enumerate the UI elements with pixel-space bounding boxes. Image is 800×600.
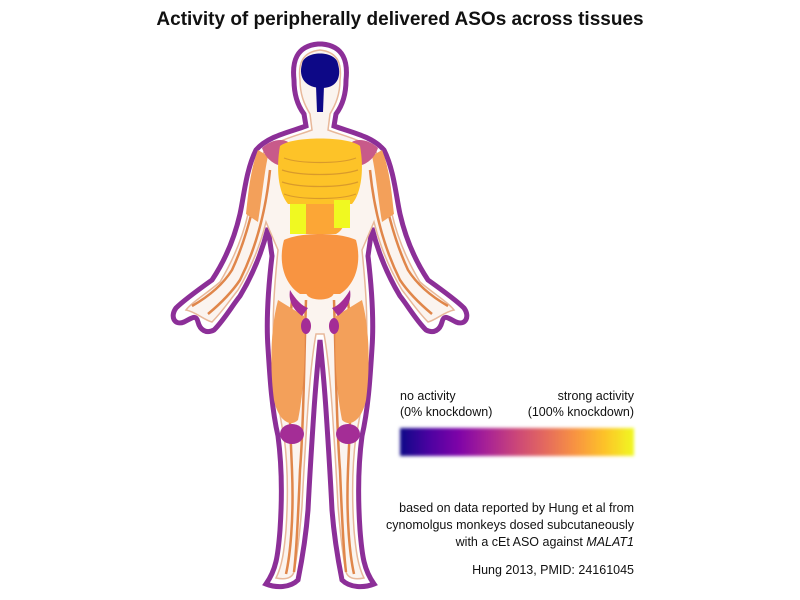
- right-thigh-muscle: [335, 300, 368, 423]
- right-kidney: [334, 200, 350, 228]
- note-line1: based on data reported by Hung et al from: [399, 501, 634, 515]
- right-patella: [329, 318, 339, 334]
- note-line3-prefix: with a cEt ASO against: [455, 535, 583, 549]
- spinal-cord: [316, 86, 324, 112]
- left-knee: [280, 424, 304, 444]
- chart-title: Activity of peripherally delivered ASOs across tissues: [156, 9, 644, 30]
- left-patella: [301, 318, 311, 334]
- brain: [301, 54, 339, 89]
- colorbar: [400, 428, 634, 456]
- left-kidney: [290, 204, 306, 234]
- citation: Hung 2013, PMID: 24161045: [472, 563, 634, 577]
- note-line2: cynomolgus monkeys dosed subcutaneously: [385, 518, 634, 532]
- legend-low-line1: no activity: [400, 389, 456, 403]
- note-gene: MALAT1: [586, 535, 634, 549]
- intestines: [282, 234, 359, 294]
- legend-low-label: [400, 388, 492, 420]
- legend-high-label: [500, 388, 634, 420]
- left-thigh-muscle: [271, 300, 304, 423]
- note-line3: [330, 534, 634, 551]
- right-knee: [336, 424, 360, 444]
- legend-high-line1: strong activity: [557, 389, 634, 403]
- legend-high-line2: (100% knockdown): [527, 405, 634, 419]
- legend-low-line2: (0% knockdown): [400, 405, 493, 419]
- lungs-ribcage: [278, 139, 362, 205]
- data-source-note: [330, 500, 634, 551]
